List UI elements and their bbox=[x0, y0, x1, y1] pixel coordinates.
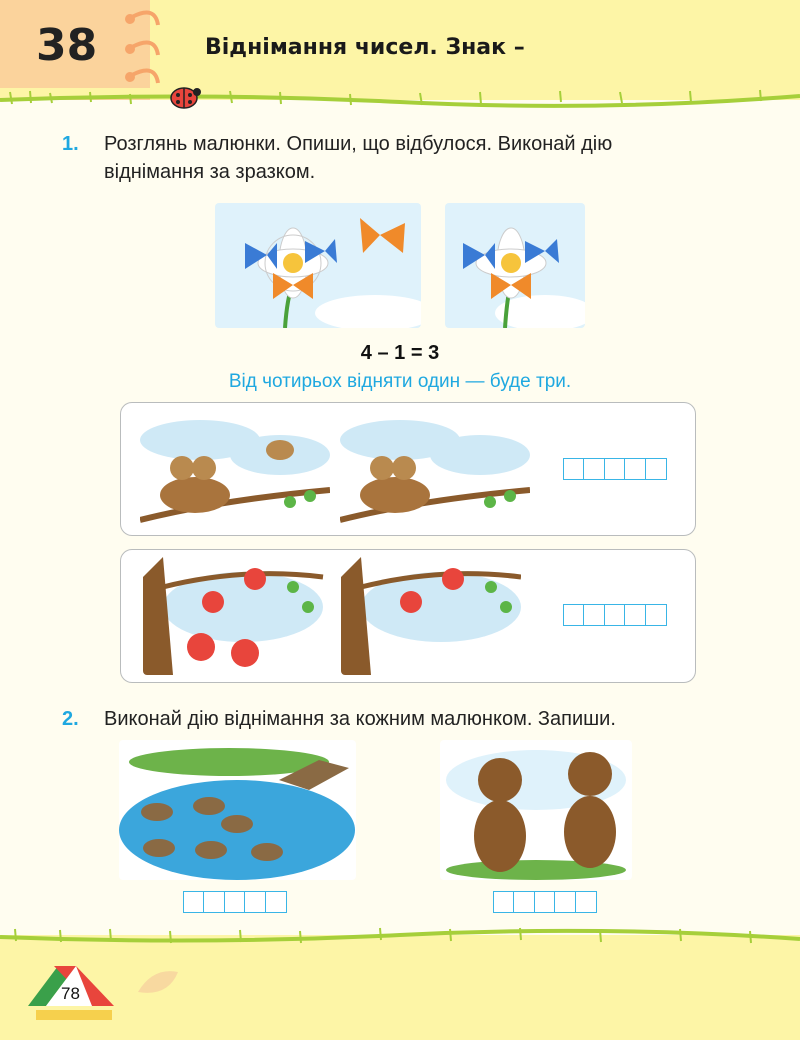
answer-cell[interactable] bbox=[583, 604, 605, 626]
task1-text-line2: віднімання за зразком. bbox=[104, 161, 316, 183]
example-caption: Від чотирьох відняти один — буде три. bbox=[228, 371, 572, 392]
answer-cell[interactable] bbox=[624, 604, 646, 626]
answer-cell[interactable] bbox=[513, 891, 535, 913]
answer-cell[interactable] bbox=[563, 458, 585, 480]
grass-border-top bbox=[0, 88, 800, 110]
example-equation: 4 – 1 = 3 bbox=[360, 342, 440, 364]
leaf-icon bbox=[133, 962, 183, 1002]
answer-cell[interactable] bbox=[244, 891, 266, 913]
answer-cell[interactable] bbox=[604, 458, 626, 480]
answer-cell[interactable] bbox=[563, 604, 585, 626]
answer-cells-apples[interactable] bbox=[564, 604, 667, 626]
birds-picture-after bbox=[340, 410, 530, 528]
answer-cell[interactable] bbox=[493, 891, 515, 913]
answer-cells-ducks[interactable] bbox=[184, 891, 287, 913]
answer-cell[interactable] bbox=[624, 458, 646, 480]
decorative-swirls bbox=[110, 5, 170, 85]
answer-cell[interactable] bbox=[604, 604, 626, 626]
answer-cell[interactable] bbox=[534, 891, 556, 913]
task2-text: Виконай дію віднімання за кожним малюнком. Запиши. bbox=[104, 708, 616, 730]
answer-cell[interactable] bbox=[183, 891, 205, 913]
answer-cells-bears[interactable] bbox=[494, 891, 597, 913]
answer-cell[interactable] bbox=[265, 891, 287, 913]
grass-border-bottom bbox=[0, 925, 800, 947]
answer-cell[interactable] bbox=[203, 891, 225, 913]
answer-cell[interactable] bbox=[645, 458, 667, 480]
answer-cell[interactable] bbox=[583, 458, 605, 480]
answer-cell[interactable] bbox=[224, 891, 246, 913]
task2-number: 2. bbox=[62, 708, 79, 730]
bears-picture bbox=[440, 740, 632, 880]
footer-band bbox=[0, 935, 800, 1040]
ladybug-icon bbox=[166, 82, 202, 112]
answer-cell[interactable] bbox=[575, 891, 597, 913]
butterflies-picture-before bbox=[215, 203, 421, 328]
task1-number: 1. bbox=[62, 133, 79, 155]
ducks-picture bbox=[119, 740, 356, 880]
birds-picture-before bbox=[140, 410, 330, 528]
answer-cell[interactable] bbox=[554, 891, 576, 913]
task1-text-line1: Розглянь малюнки. Опиши, що відбулося. Виконай дію bbox=[104, 133, 613, 155]
answer-cell[interactable] bbox=[645, 604, 667, 626]
answer-cells-birds[interactable] bbox=[564, 458, 667, 480]
page-title: Віднімання чисел. Знак – bbox=[205, 35, 525, 60]
page-number: 78 bbox=[61, 984, 80, 1003]
butterflies-picture-after bbox=[445, 203, 585, 328]
apples-picture-after bbox=[341, 557, 521, 675]
lesson-number: 38 bbox=[36, 20, 98, 71]
apples-picture-before bbox=[143, 557, 333, 675]
